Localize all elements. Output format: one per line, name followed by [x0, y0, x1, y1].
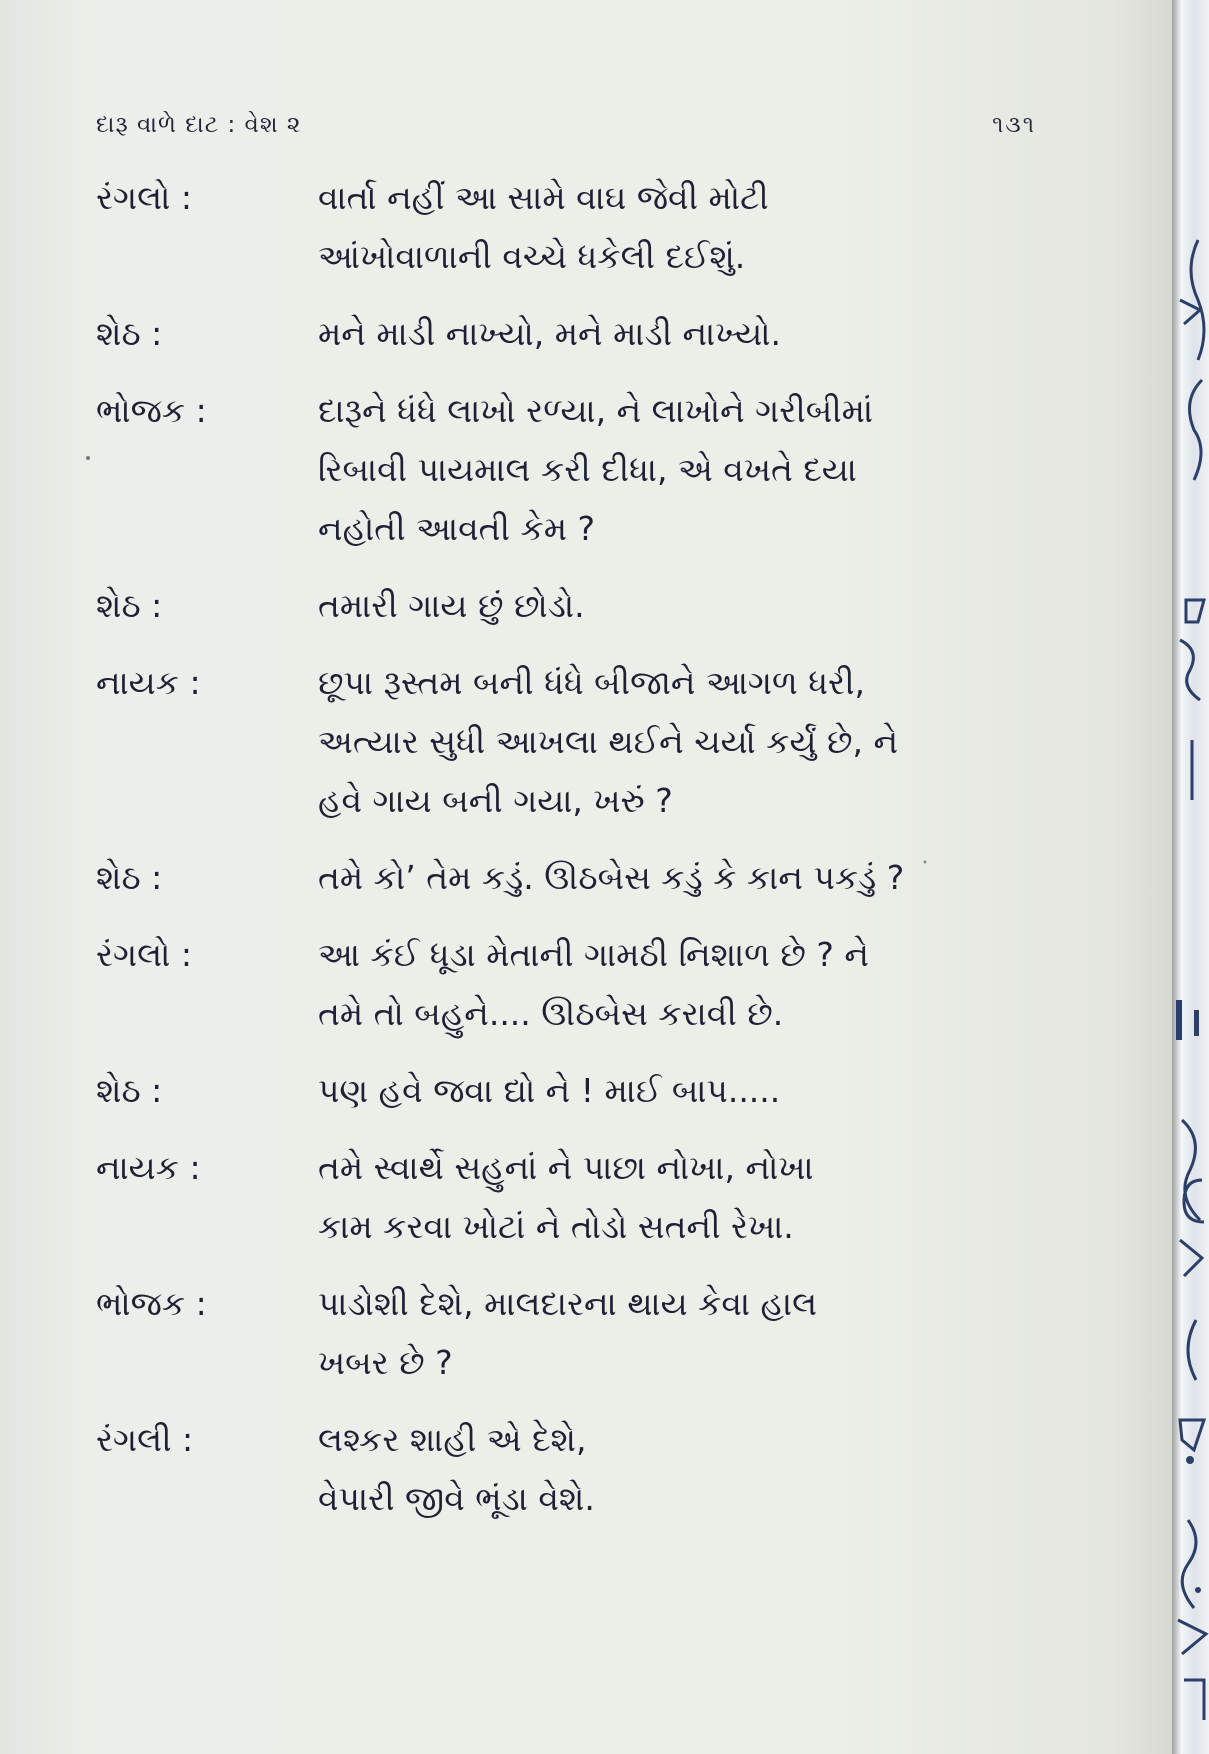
dialogue-entry: [96, 1410, 1076, 1528]
dialogue-entry: [96, 925, 1076, 1043]
dialogue-entry: [96, 1274, 1076, 1392]
dialogue-entry: [96, 848, 1076, 907]
dialogue-entry: [96, 653, 1076, 830]
page-header: [96, 112, 1036, 148]
speech-line: વેપારી જીવે ભૂંડા વેશે.: [318, 1479, 595, 1518]
speech-line: લશ્કર શાહી એ દેશે,: [318, 1420, 587, 1459]
speech-text: [318, 304, 1076, 363]
dialogue-entry: [96, 1138, 1076, 1256]
speaker-name: શેઠ :: [96, 586, 163, 625]
speaker-name: નાયક :: [96, 1148, 201, 1187]
speech-line: છૂપા રૂસ્તમ બની ધંધે બીજાને આગળ ધરી,: [318, 663, 866, 702]
dialogue-entry: [96, 168, 1076, 286]
speech-text: [318, 381, 1076, 558]
adjacent-page-print: [1172, 0, 1209, 1754]
speech-text: [318, 848, 1076, 907]
speech-text: [318, 1274, 1076, 1392]
speech-line: હવે ગાય બની ગયા, ખરું ?: [318, 781, 673, 820]
running-title: દારૂ વાળે દાટ : વેશ ૨: [96, 112, 302, 138]
speech-line: તમારી ગાય છું છોડો.: [318, 586, 585, 625]
dialogue-body: [96, 168, 1076, 1546]
dialogue-entry: [96, 576, 1076, 635]
speaker-name: ભોજક :: [96, 1284, 207, 1323]
speech-line: તમે તો બહુને.... ઊઠબેસ કરાવી છે.: [318, 994, 784, 1033]
speech-line: અત્યાર સુધી આખલા થઈને ચર્યા કર્યું છે, ને: [318, 722, 899, 761]
speaker-name: રંગલો :: [96, 178, 192, 217]
speech-text: [318, 576, 1076, 635]
speech-text: [318, 653, 1076, 830]
speech-line: આંખોવાળાની વચ્ચે ધકેલી દઈશું.: [318, 237, 746, 276]
dialogue-entry: [96, 381, 1076, 558]
page-number: ૧૩૧: [992, 112, 1036, 138]
dialogue-entry: [96, 1061, 1076, 1120]
speaker-name: રંગલી :: [96, 1420, 194, 1459]
speech-text: [318, 925, 1076, 1043]
speech-line: વાર્તા નહીં આ સામે વાઘ જેવી મોટી: [318, 178, 769, 217]
speech-line: તમે કો’ તેમ કડું. ઊઠબેસ કડું કે કાન પકડું ?: [318, 858, 905, 897]
speech-text: [318, 168, 1076, 286]
speech-line: મને માડી નાખ્યો, મને માડી નાખ્યો.: [318, 314, 782, 353]
speech-line: તમે સ્વાર્થે સહુનાં ને પાછા નોખા, નોખા: [318, 1148, 814, 1187]
speech-line: રિબાવી પાયમાલ કરી દીધા, એ વખતે દયા: [318, 450, 857, 489]
speaker-name: નાયક :: [96, 663, 201, 702]
speech-text: [318, 1138, 1076, 1256]
speech-line: ખબર છે ?: [318, 1343, 453, 1382]
speech-text: [318, 1061, 1076, 1120]
speaker-name: ભોજક :: [96, 391, 207, 430]
speech-line: પાડોશી દેશે, માલદારના થાય કેવા હાલ: [318, 1284, 818, 1323]
speech-line: નહોતી આવતી કેમ ?: [318, 509, 596, 548]
dialogue-entry: [96, 304, 1076, 363]
speaker-name: શેઠ :: [96, 314, 163, 353]
speech-line: કામ કરવા ખોટાં ને તોડો સતની રેખા.: [318, 1207, 794, 1246]
speech-line: પણ હવે જવા દ્યો ને ! માઈ બાપ.....: [318, 1071, 781, 1110]
adjacent-page-edge: [1172, 0, 1209, 1754]
speaker-name: શેઠ :: [96, 858, 163, 897]
speaker-name: રંગલો :: [96, 935, 192, 974]
speaker-name: શેઠ :: [96, 1071, 163, 1110]
speech-line: દારૂને ધંધે લાખો રળ્યા, ને લાખોને ગરીબીમાં: [318, 391, 874, 430]
speech-line: આ કંઈ ધૂડા મેતાની ગામઠી નિશાળ છે ? ને: [318, 935, 869, 974]
speech-text: [318, 1410, 1076, 1528]
